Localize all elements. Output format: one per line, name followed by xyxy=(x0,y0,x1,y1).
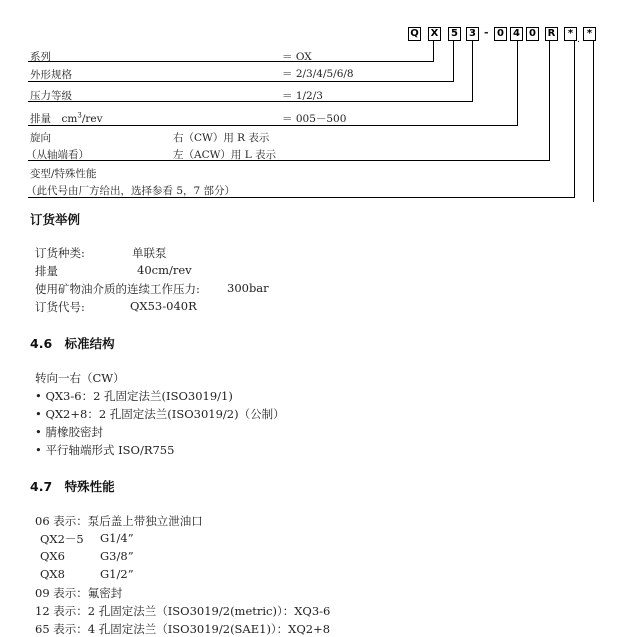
spec-label-displacement: 排量 $cm^3$/rev xyxy=(30,111,103,125)
order-pressure-label: 使用矿物油介质的连续工作压力: xyxy=(35,282,200,296)
code-box: X xyxy=(428,27,441,41)
order-example-heading: 订货举例 xyxy=(30,212,81,227)
spec-value-displacement: ＝ 005－500 xyxy=(282,113,347,125)
code-box: 0 xyxy=(526,27,539,41)
spec-value-series: ＝ OX xyxy=(282,51,312,63)
section-standard-heading: 4.6 标准结构 xyxy=(30,336,115,351)
code-box: 3 xyxy=(466,27,479,41)
standard-line: • QX3-6：2 孔固定法兰(ISO3019/1) xyxy=(35,389,233,403)
spec-label-variant: 变型/特殊性能 xyxy=(30,168,97,180)
spec-value-size: ＝ 2/3/4/5/6/8 xyxy=(282,68,354,80)
code-dot: . xyxy=(577,35,580,45)
standard-line: • QX2+8：2 孔固定法兰(ISO3019/2)（公制） xyxy=(35,407,285,421)
special-line: 12 表示：2 孔固定法兰（ISO3019/2(metric)）：XQ3-6 xyxy=(35,604,331,618)
standard-line: • 平行轴端形式 ISO/R755 xyxy=(35,443,175,457)
code-box: Q xyxy=(408,27,421,41)
code-box: 4 xyxy=(510,27,523,41)
section-special-heading: 4.7 特殊性能 xyxy=(30,479,115,494)
spec-value-rotation-cw: 右（CW）用 R 表示 xyxy=(173,132,270,144)
order-kind-label: 订货种类: xyxy=(35,246,85,260)
spec-value-rotation-acw: 左（ACW）用 L 表示 xyxy=(173,149,277,161)
order-code-value: QX53-040R xyxy=(130,299,197,313)
order-pressure-value: 300bar xyxy=(227,281,269,295)
spec-label-pressure: 压力等级 xyxy=(30,90,72,102)
code-box: R xyxy=(545,27,558,41)
spec-label-series: 系列 xyxy=(30,51,51,63)
port-model: QX8 xyxy=(40,567,65,581)
code-box: * xyxy=(564,27,577,41)
order-displacement-label: 排量 xyxy=(35,264,58,278)
special-intro: 06 表示：泵后盖上带独立泄油口 xyxy=(35,514,203,528)
spec-label-size: 外形规格 xyxy=(30,69,72,81)
code-box: * xyxy=(583,27,596,41)
spec-label-shaft-view: （从轴端看） xyxy=(26,149,89,161)
spec-note-variant: （此代号由厂方给出，选择参看 5，7 部分） xyxy=(26,185,236,197)
special-line: 09 表示：氟密封 xyxy=(35,586,123,600)
special-line: 65 表示：4 孔固定法兰（ISO3019/2(SAE1)）：XQ2+8 xyxy=(35,622,331,636)
standard-line: 转向一右（CW） xyxy=(35,371,125,385)
spec-value-pressure: ＝ 1/2/3 xyxy=(282,90,323,102)
order-kind-value: 单联泵 xyxy=(132,246,167,260)
port-model: QX6 xyxy=(40,549,65,563)
port-size: G1/4” xyxy=(100,531,134,545)
order-displacement-value: 40cm/rev xyxy=(137,263,192,277)
port-model: QX2－5 xyxy=(40,532,84,546)
port-size: G3/8” xyxy=(100,549,134,563)
order-code-label: 订货代号: xyxy=(35,300,85,314)
standard-line: • 腈橡胶密封 xyxy=(35,425,103,439)
spec-label-rotation: 旋向 xyxy=(30,132,51,144)
code-box: 5 xyxy=(448,27,461,41)
code-box: 0 xyxy=(494,27,507,41)
code-dash: - xyxy=(484,26,489,39)
port-size: G1/2” xyxy=(100,567,134,581)
